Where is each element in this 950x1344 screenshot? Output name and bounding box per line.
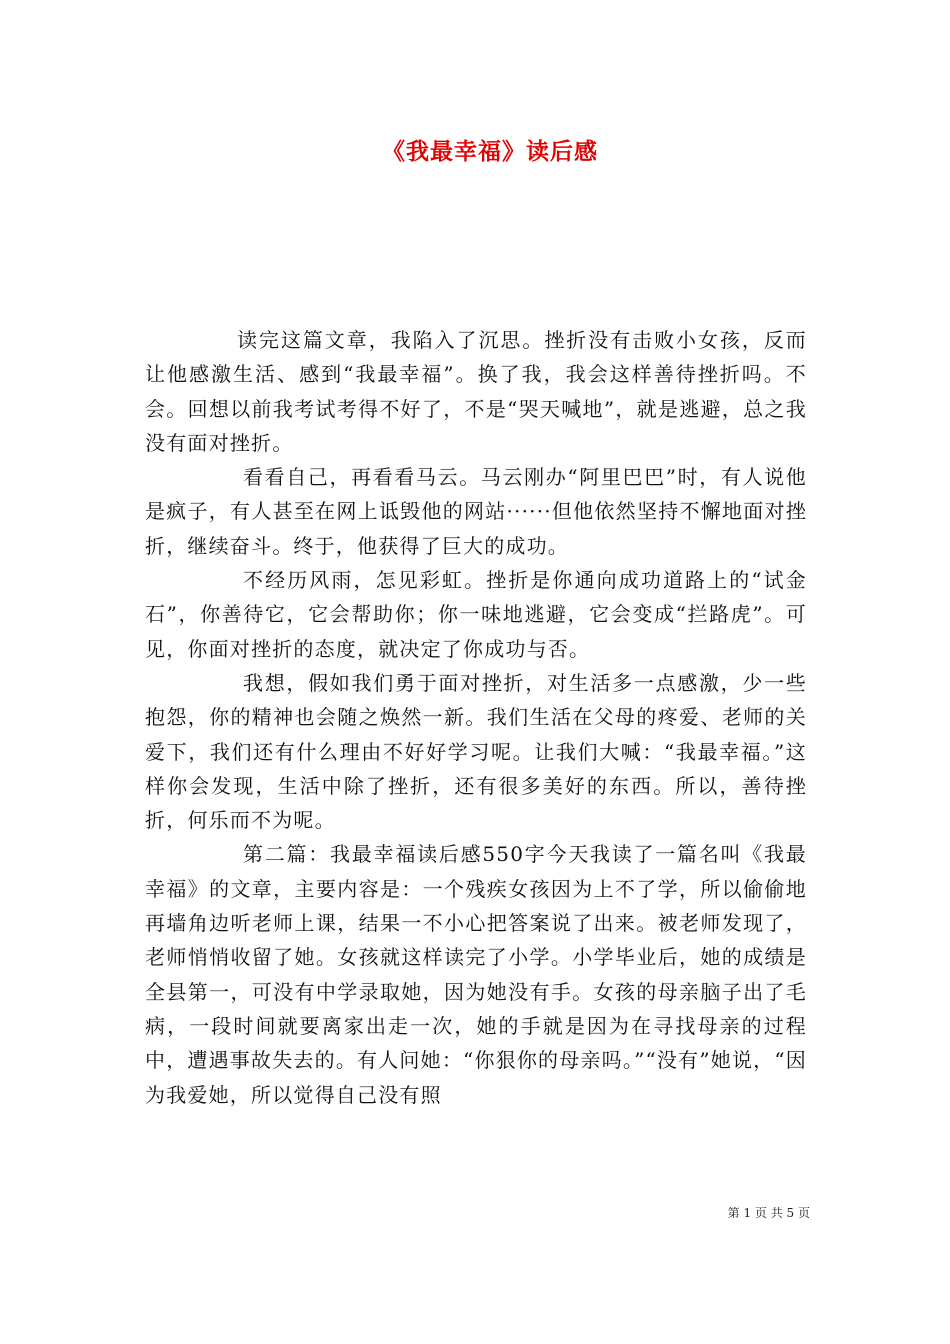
page-number-footer: 第 1 页 共 5 页 [727,1206,810,1220]
document-title: 《我最幸福》读后感 [382,138,598,165]
paragraph-4: 我想，假如我们勇于面对挫折，对生活多一点感激，少一些抱怨，你的精神也会随之焕然一新。我们生活在父母的疼爱、老师的关爱下，我们还有什么理由不好好学习呢。让我们大喊：“我最幸福。”这样你会发现，生活中除了挫折，还有很多美好的东西。所以，善待挫折，何乐而不为呢。 [145,670,807,833]
document-body [145,323,807,1112]
paragraph-3: 不经历风雨，怎见彩虹。挫折是你通向成功道路上的“试金石”，你善待它，它会帮助你；你一味地逃避，它会变成“拦路虎”。可见，你面对挫折的态度，就决定了你成功与否。 [145,568,807,661]
paragraph-1: 读完这篇文章，我陷入了沉思。挫折没有击败小女孩，反而让他感激生活、感到“我最幸福”。换了我，我会这样善待挫折吗。不会。回想以前我考试考得不好了，不是“哭天喊地”，就是逃避，总之我没有面对挫折。 [145,328,807,455]
paragraph-2: 看看自己，再看看马云。马云刚办“阿里巴巴”时，有人说他是疯子，有人甚至在网上诋毁他的网站······但他依然坚持不懈地面对挫折，继续奋斗。终于，他获得了巨大的成功。 [145,465,807,558]
paragraph-5: 第二篇：我最幸福读后感550字今天我读了一篇名叫《我最幸福》的文章，主要内容是：一个残疾女孩因为上不了学，所以偷偷地再墙角边听老师上课，结果一不小心把答案说了出来。被老师发现了，老师悄悄收留了她。女孩就这样读完了小学。小学毕业后，她的成绩是全县第一，可没有中学录取她，因为她没有手。女孩的母亲脑子出了毛病，一段时间就要离家出走一次，她的手就是因为在寻找母亲的过程中，遭遇事故失去的。有人问她：“你狠你的母亲吗。”“没有”她说，“因为我爱她，所以觉得自己没有照 [145,842,807,1107]
